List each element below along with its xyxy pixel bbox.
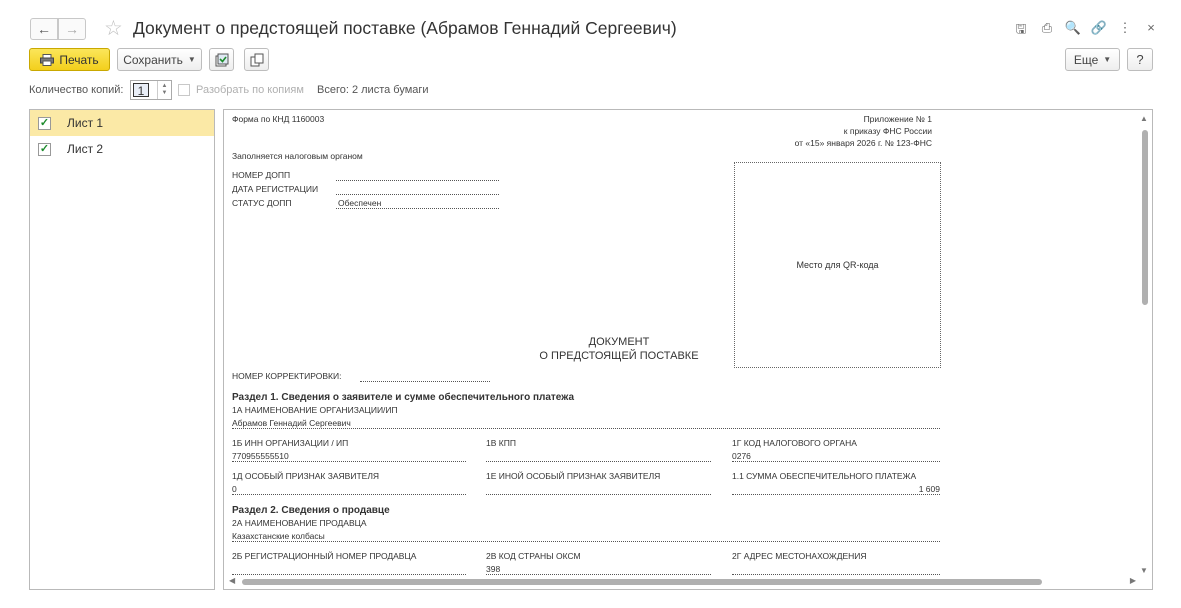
f1v-line	[486, 461, 711, 462]
f2a-value: Казахстанские колбасы	[232, 531, 325, 541]
f1d-label: 1Д ОСОБЫЙ ПРИЗНАК ЗАЯВИТЕЛЯ	[232, 471, 380, 481]
print-button[interactable]	[29, 48, 110, 71]
f1a-value: Абрамов Геннадий Сергеевич	[232, 418, 351, 428]
arrow-right-icon: →	[65, 21, 79, 37]
document-page	[224, 110, 1140, 577]
more-button[interactable]	[1065, 48, 1120, 71]
correction-line	[360, 381, 490, 382]
filled-by-note: Заполняется налоговым органом	[232, 151, 363, 161]
appendix-line3: от «15» января 2026 г. № 123-ФНС	[794, 138, 932, 148]
document-title	[504, 335, 734, 363]
window-title: Документ о предстоящей поставке (Абрамов Геннадий Сергеевич)	[133, 18, 677, 38]
vertical-scroll-thumb[interactable]	[1142, 130, 1148, 305]
scroll-up-icon[interactable]: ▲	[1140, 114, 1148, 123]
collate-checkbox[interactable]	[178, 84, 190, 96]
f1e-label: 1Е ИНОЙ ОСОБЫЙ ПРИЗНАК ЗАЯВИТЕЛЯ	[486, 471, 661, 481]
f1e-line	[486, 494, 711, 495]
document-title-line2: О ПРЕДСТОЯЩЕЙ ПОСТАВКЕ	[539, 350, 699, 362]
f11-line	[732, 494, 940, 495]
sheet-item[interactable]	[30, 136, 214, 162]
more-vertical-icon[interactable]: ⋮	[1118, 20, 1132, 35]
document-title-line1: ДОКУМЕНТ	[588, 336, 650, 348]
qr-placeholder-label: Место для QR-кода	[796, 260, 879, 270]
edit-document-button[interactable]	[209, 48, 234, 71]
collate-label: Разобрать по копиям	[196, 84, 304, 96]
dopp-number-label: НОМЕР ДОПП	[232, 170, 291, 180]
section2-title: Раздел 2. Сведения о продавце	[232, 505, 390, 516]
edit-document-icon	[215, 53, 229, 67]
total-sheets-label: Всего: 2 листа бумаги	[317, 84, 429, 96]
form-code: Форма по КНД 1160003	[232, 114, 325, 124]
link-icon[interactable]: 🔗	[1090, 20, 1108, 35]
f1d-line	[232, 494, 466, 495]
f1b-label: 1Б ИНН ОРГАНИЗАЦИИ / ИП	[232, 438, 349, 448]
window-actions	[1008, 20, 1164, 42]
preview-icon[interactable]: 🔍	[1064, 20, 1082, 35]
f1g-label: 1Г КОД НАЛОГОВОГО ОРГАНА	[732, 438, 857, 448]
f1a-line	[232, 428, 940, 429]
copies-label: Количество копий:	[29, 84, 124, 96]
sheet-checkbox[interactable]: ✓	[39, 116, 50, 129]
print-button-label: Печать	[59, 52, 99, 67]
back-button[interactable]	[30, 18, 58, 40]
favorite-star-icon[interactable]: ☆	[104, 17, 123, 40]
copies-spin-buttons[interactable]: ▲ ▼	[157, 81, 171, 99]
f1b-line	[232, 461, 466, 462]
horizontal-scroll-thumb[interactable]	[242, 579, 1042, 585]
sheet-item[interactable]	[30, 110, 214, 136]
print-form-window	[18, 8, 1170, 600]
save-icon[interactable]: 🖫	[1015, 21, 1027, 36]
more-button-label: Еще	[1073, 52, 1099, 67]
sheet-label: Лист 1	[67, 116, 104, 130]
sheet-checkbox[interactable]: ✓	[39, 142, 50, 155]
f1d-value: 0	[232, 484, 237, 494]
copy-icon	[250, 53, 264, 67]
f1g-line	[732, 461, 940, 462]
arrow-left-icon: ←	[37, 21, 51, 37]
qr-placeholder	[734, 162, 941, 368]
scroll-left-icon[interactable]: ◀	[229, 576, 236, 585]
f2v-value: 398	[486, 564, 501, 574]
save-button[interactable]	[117, 48, 202, 71]
section1-title: Раздел 1. Сведения о заявителе и сумме обеспечительного платежа	[232, 392, 575, 403]
f11-value: 1 609	[918, 484, 940, 494]
printer-icon	[40, 54, 54, 66]
f2a-label: 2А НАИМЕНОВАНИЕ ПРОДАВЦА	[232, 518, 367, 528]
close-icon[interactable]: ×	[1147, 20, 1155, 35]
f1b-value: 770955555510	[232, 451, 289, 461]
sheet-list	[29, 109, 215, 590]
f2g-label: 2Г АДРЕС МЕСТОНАХОЖДЕНИЯ	[732, 551, 867, 561]
chevron-down-icon: ▼	[187, 55, 196, 64]
f1v-label: 1В КПП	[486, 438, 516, 448]
print-icon[interactable]: ⎙	[1041, 20, 1053, 35]
copies-value[interactable]: 1	[133, 83, 149, 97]
sheet-label: Лист 2	[67, 142, 104, 156]
status-label: СТАТУС ДОПП	[232, 198, 292, 208]
chevron-down-icon: ▼	[1103, 55, 1112, 64]
save-button-label: Сохранить	[123, 52, 183, 67]
f1a-label: 1А НАИМЕНОВАНИЕ ОРГАНИЗАЦИИ/ИП	[232, 405, 398, 415]
f2a-line	[232, 541, 940, 542]
scroll-down-icon[interactable]: ▼	[1140, 566, 1148, 575]
f2b-label: 2Б РЕГИСТРАЦИОННЫЙ НОМЕР ПРОДАВЦА	[232, 551, 417, 561]
reg-date-label: ДАТА РЕГИСТРАЦИИ	[232, 184, 319, 194]
status-value: Обеспечен	[338, 198, 382, 208]
appendix-line1: Приложение № 1	[863, 114, 932, 124]
copy-button[interactable]	[244, 48, 269, 71]
correction-label: НОМЕР КОРРЕКТИРОВКИ:	[232, 371, 342, 381]
dopp-number-line	[336, 180, 499, 181]
copies-stepper[interactable]	[130, 80, 172, 100]
f1g-value: 0276	[732, 451, 751, 461]
vertical-scrollbar[interactable]	[1138, 110, 1152, 577]
document-preview[interactable]	[223, 109, 1153, 590]
scroll-right-icon[interactable]: ▶	[1129, 576, 1136, 585]
help-button[interactable]: ?	[1127, 48, 1153, 71]
horizontal-scrollbar[interactable]	[224, 575, 1140, 589]
f2v-label: 2В КОД СТРАНЫ ОКСМ	[486, 551, 581, 561]
reg-date-line	[336, 194, 499, 195]
status-line	[336, 208, 499, 209]
forward-button[interactable]	[58, 18, 86, 40]
f11-label: 1.1 СУММА ОБЕСПЕЧИТЕЛЬНОГО ПЛАТЕЖА	[732, 471, 917, 481]
appendix-line2: к приказу ФНС России	[843, 126, 932, 136]
